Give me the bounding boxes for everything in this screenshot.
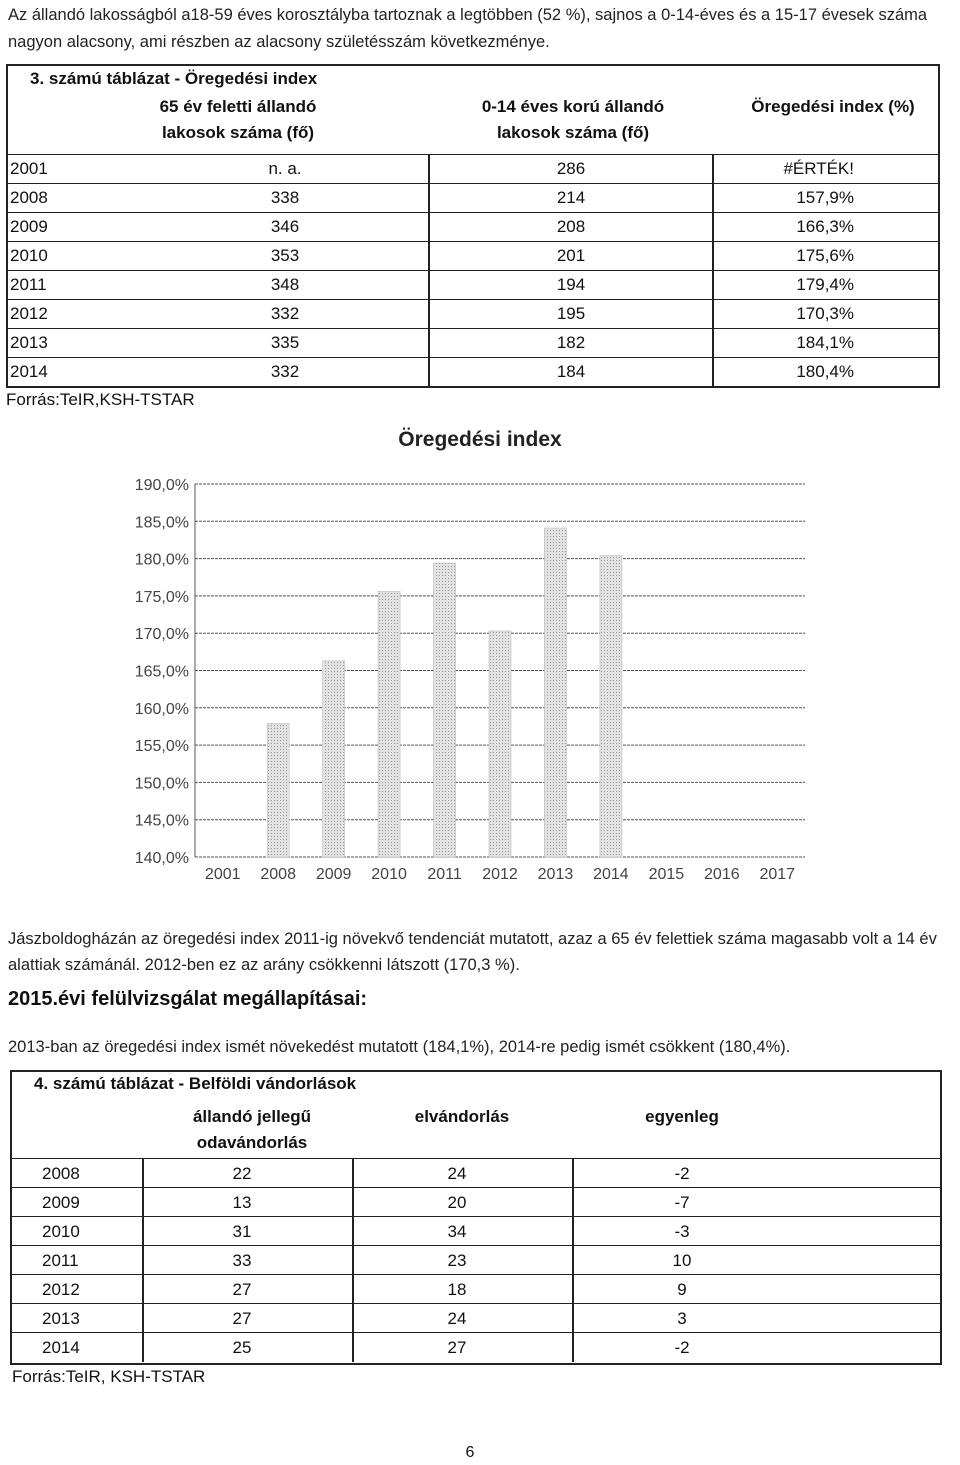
- header-inbound: állandó jellegű odavándorlás: [192, 1107, 312, 1152]
- year-cell: 2013: [42, 1309, 80, 1328]
- inbound-cell: 13: [232, 1193, 252, 1212]
- under14-cell: 182: [556, 333, 586, 352]
- outbound-cell: 23: [447, 1251, 467, 1270]
- page-number: 6: [465, 1444, 475, 1461]
- under14-cell: 201: [556, 246, 586, 265]
- table-row: [12, 1187, 940, 1217]
- over65-cell: 346: [270, 217, 300, 236]
- x-tick-label: 2016: [704, 866, 740, 883]
- y-tick-label: 190,0%: [134, 477, 189, 494]
- table-row: [8, 299, 938, 328]
- table-title: 4. számú táblázat - Belföldi vándorlások: [34, 1074, 357, 1093]
- bar: [544, 528, 566, 857]
- index-cell: 166,3%: [796, 217, 854, 236]
- index-cell: 175,6%: [796, 246, 854, 265]
- y-tick-label: 180,0%: [134, 551, 189, 569]
- column-divider: [142, 1304, 144, 1333]
- outbound-cell: 20: [447, 1193, 467, 1212]
- outbound-cell: 18: [447, 1280, 467, 1299]
- index-cell: 157,9%: [796, 188, 854, 207]
- column-divider: [712, 155, 714, 183]
- column-divider: [572, 1304, 574, 1333]
- table1-source: Forrás:TeIR,KSH-TSTAR: [6, 390, 195, 409]
- column-divider: [428, 271, 430, 299]
- bar: [267, 723, 289, 857]
- inbound-cell: 27: [232, 1280, 252, 1299]
- table-title: 3. számú táblázat - Öregedési index: [30, 69, 318, 88]
- year-cell: 2013: [10, 333, 48, 352]
- y-tick-label: 155,0%: [134, 738, 189, 756]
- year-cell: 2009: [10, 217, 48, 236]
- y-tick-label: 170,0%: [134, 626, 189, 644]
- column-divider: [572, 1275, 574, 1304]
- column-divider: [428, 213, 430, 241]
- x-tick-label: 2017: [759, 866, 796, 883]
- outbound-cell: 27: [447, 1338, 467, 1357]
- bar: [434, 563, 456, 857]
- under14-cell: 286: [556, 159, 586, 178]
- balance-cell: 3: [677, 1309, 687, 1328]
- table-row: [8, 183, 938, 212]
- column-divider: [142, 1159, 144, 1188]
- year-cell: 2012: [10, 304, 48, 323]
- x-tick-label: 2011: [427, 866, 462, 883]
- year-cell: 2001: [10, 159, 48, 178]
- column-divider: [352, 1304, 354, 1333]
- outbound-cell: 24: [447, 1309, 467, 1328]
- table-row: [8, 212, 938, 241]
- table-row: [12, 1216, 940, 1246]
- y-tick-label: 175,0%: [134, 588, 189, 606]
- table-row: [8, 270, 938, 299]
- x-tick-label: 2009: [315, 866, 352, 883]
- header-balance: egyenleg: [645, 1107, 719, 1126]
- table-row: [8, 357, 938, 386]
- x-tick-label: 2015: [648, 866, 685, 883]
- year-cell: 2011: [42, 1251, 79, 1270]
- column-divider: [142, 1275, 144, 1304]
- chart-title: Öregedési index: [398, 428, 562, 451]
- x-tick-label: 2001: [204, 866, 241, 883]
- x-tick-label: 2013: [537, 866, 574, 883]
- column-divider: [712, 242, 714, 270]
- under14-cell: 214: [556, 188, 586, 207]
- table-row: [12, 1158, 940, 1188]
- index-cell: 180,4%: [796, 362, 854, 381]
- column-divider: [142, 1246, 144, 1275]
- column-divider: [712, 271, 714, 299]
- header-under14: 0-14 éves korú állandó lakosok száma (fő): [481, 97, 665, 142]
- column-divider: [352, 1275, 354, 1304]
- column-divider: [428, 184, 430, 212]
- column-divider: [572, 1333, 574, 1362]
- column-divider: [142, 1188, 144, 1217]
- balance-cell: 10: [672, 1251, 692, 1270]
- inbound-cell: 25: [232, 1338, 252, 1357]
- column-divider: [428, 329, 430, 357]
- table-row: [8, 241, 938, 270]
- y-tick-label: 150,0%: [134, 775, 189, 793]
- column-divider: [142, 1217, 144, 1246]
- intro-paragraph: Az állandó lakosságból a18-59 éves korosztályba tartoznak a legtöbben (52 %), sajnos a 0-14-éves és a 15-17 évesek száma nagyon alacsony, ami részben az alacsony születésszám következménye.: [8, 6, 928, 51]
- x-tick-label: 2010: [371, 866, 407, 883]
- year-cell: 2011: [10, 275, 47, 294]
- over65-cell: 332: [270, 362, 300, 381]
- balance-cell: -2: [674, 1338, 690, 1357]
- table-body: [8, 154, 938, 386]
- inbound-cell: 22: [232, 1164, 252, 1183]
- column-divider: [572, 1159, 574, 1188]
- x-tick-label: 2012: [482, 866, 518, 883]
- over65-cell: 332: [270, 304, 300, 323]
- header-over65: 65 év feletti állandó lakosok száma (fő): [159, 97, 317, 142]
- column-divider: [352, 1246, 354, 1275]
- year-cell: 2008: [42, 1164, 80, 1183]
- table-row: [8, 328, 938, 357]
- column-divider: [572, 1246, 574, 1275]
- column-divider: [428, 155, 430, 183]
- year-cell: 2008: [10, 188, 48, 207]
- section-heading: 2015.évi felülvizsgálat megállapításai:: [8, 988, 368, 1010]
- index-cell: #ÉRTÉK!: [783, 159, 854, 178]
- index-cell: 184,1%: [796, 333, 854, 352]
- under14-cell: 195: [556, 304, 586, 323]
- outbound-cell: 24: [447, 1164, 467, 1183]
- table-row: [12, 1245, 940, 1275]
- header-outbound: elvándorlás: [414, 1107, 510, 1126]
- y-tick-label: 145,0%: [134, 812, 189, 830]
- over65-cell: n. a.: [268, 159, 302, 178]
- column-divider: [712, 300, 714, 328]
- balance-cell: -2: [674, 1164, 690, 1183]
- bar: [600, 556, 622, 857]
- header-index: Öregedési index (%): [751, 97, 915, 116]
- column-divider: [352, 1159, 354, 1188]
- column-divider: [712, 358, 714, 386]
- over65-cell: 335: [270, 333, 300, 352]
- bar: [378, 591, 400, 857]
- year-cell: 2014: [10, 362, 48, 381]
- column-divider: [352, 1188, 354, 1217]
- column-divider: [352, 1333, 354, 1362]
- index-cell: 179,4%: [796, 275, 854, 294]
- column-divider: [712, 329, 714, 357]
- index-cell: 170,3%: [796, 304, 854, 323]
- column-divider: [712, 213, 714, 241]
- year-cell: 2010: [10, 246, 48, 265]
- bar: [323, 661, 345, 857]
- paragraph-review: 2013-ban az öregedési index ismét növekedést mutatott (184,1%), 2014-re pedig ismét csökkent (180,4%).: [8, 1038, 791, 1056]
- over65-cell: 338: [270, 188, 300, 207]
- table-header: [8, 92, 938, 154]
- inbound-cell: 31: [232, 1222, 252, 1241]
- under14-cell: 184: [556, 362, 586, 381]
- y-tick-label: 160,0%: [134, 700, 189, 718]
- y-tick-label: 140,0%: [134, 850, 189, 867]
- column-divider: [428, 300, 430, 328]
- outbound-cell: 34: [447, 1222, 467, 1241]
- over65-cell: 348: [270, 275, 300, 294]
- column-divider: [572, 1188, 574, 1217]
- column-divider: [428, 358, 430, 386]
- year-cell: 2009: [42, 1193, 80, 1212]
- over65-cell: 353: [270, 246, 300, 265]
- year-cell: 2012: [42, 1280, 80, 1299]
- table-row: [12, 1332, 940, 1362]
- paragraph-trend: Jászboldogházán az öregedési index 2011-ig növekvő tendenciát mutatott, azaz a 65 év felettiek száma magasabb volt a 14 év alattiak számánál. 2012-ben ez az arány csökkenni látszott (170,3 %).: [8, 930, 937, 974]
- balance-cell: -7: [674, 1193, 690, 1212]
- aging-index-chart: [100, 470, 820, 890]
- aging-index-table: [6, 64, 940, 388]
- balance-cell: 9: [677, 1280, 687, 1299]
- under14-cell: 194: [556, 275, 586, 294]
- column-divider: [352, 1217, 354, 1246]
- x-tick-label: 2014: [593, 866, 629, 883]
- column-divider: [142, 1333, 144, 1362]
- inbound-cell: 33: [232, 1251, 252, 1270]
- year-cell: 2014: [42, 1338, 80, 1357]
- balance-cell: -3: [674, 1222, 690, 1241]
- table-row: [12, 1274, 940, 1304]
- under14-cell: 208: [556, 217, 586, 236]
- bar: [489, 631, 511, 857]
- table2-source: Forrás:TeIR, KSH-TSTAR: [12, 1367, 206, 1386]
- y-tick-label: 165,0%: [134, 663, 189, 681]
- column-divider: [572, 1217, 574, 1246]
- table-row: [8, 154, 938, 183]
- migration-table: [10, 1070, 942, 1365]
- table-row: [12, 1303, 940, 1333]
- column-divider: [428, 242, 430, 270]
- y-tick-label: 185,0%: [134, 514, 189, 532]
- column-divider: [712, 184, 714, 212]
- inbound-cell: 27: [232, 1309, 252, 1328]
- year-cell: 2010: [42, 1222, 80, 1241]
- x-tick-label: 2008: [260, 866, 296, 883]
